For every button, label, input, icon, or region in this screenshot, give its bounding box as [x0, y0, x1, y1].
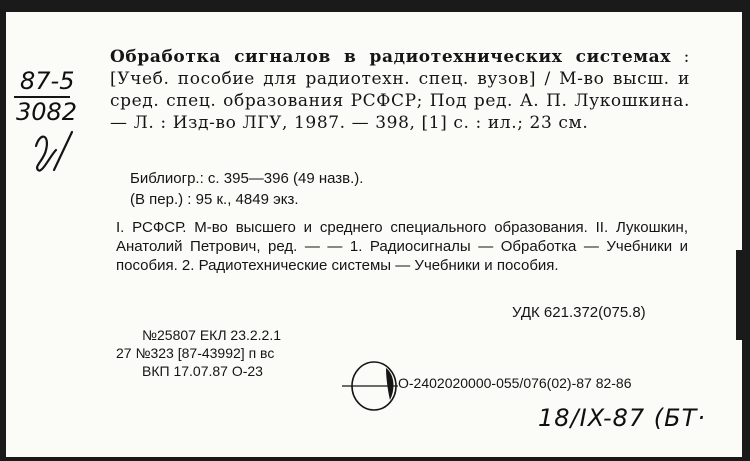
scan-border-top	[0, 0, 750, 12]
description-block	[110, 46, 690, 134]
index-code: О-2402020000-055/076(02)-87 82-86	[398, 375, 632, 391]
tech-line-2: 27 №323 [87-43992] п вс	[116, 345, 275, 361]
card-notch	[736, 250, 750, 340]
scan-border-bottom	[0, 457, 750, 461]
signature-mark	[28, 126, 80, 178]
book-title: Обработка сигналов в радиотехнических системах	[110, 47, 672, 67]
bibliography-note: Библиогр.: с. 395—396 (49 назв.).	[130, 170, 364, 187]
price-note: (В пер.) : 95 к., 4849 экз.	[130, 191, 299, 208]
bibliographic-description	[110, 46, 690, 134]
scan-border-left	[0, 0, 6, 461]
press-stamp-icon	[336, 358, 406, 414]
description-line-3: Лукошкина. — Л. : Изд-во ЛГУ, 1987. — 398, [1] с.	[110, 91, 690, 133]
tech-line-1: №25807 ЕКЛ 23.2.2.1	[142, 327, 282, 343]
description-line-4: : ил.; 23 см.	[475, 113, 589, 133]
description-line-1: : [Учеб. пособие для радиотехн. спец. вузов] / М-во высш.	[110, 47, 690, 89]
technical-block	[116, 326, 281, 380]
handwritten-inventory-number: 3082	[16, 98, 78, 126]
description-line-2: и сред. спец. образования РСФСР; Под ред. А. П.	[110, 69, 690, 111]
scan-border-right	[742, 0, 750, 461]
handwritten-date: 18/IX-87 (БТ·	[538, 404, 706, 432]
notes-block	[130, 168, 363, 210]
subject-headings: I. РСФСР. М-во высшего и среднего специального образования. II. Лукошкин, Анатолий Петрович, ред. — — 1. Радиосигналы — Обработка — Учебники и пособия. 2. Радиотехнические системы — Учебники и пособия.	[116, 219, 688, 274]
handwritten-shelf-number: 87-5	[20, 67, 75, 95]
udk-code: УДК 621.372(075.8)	[512, 304, 646, 321]
tech-line-3: ВКП 17.07.87 О-23	[142, 363, 263, 379]
